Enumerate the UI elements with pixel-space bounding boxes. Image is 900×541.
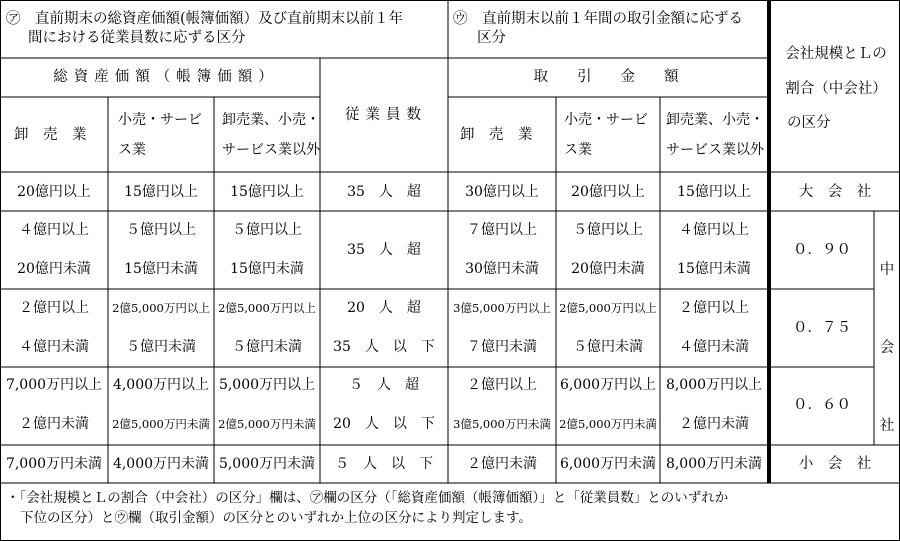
col-other-transactions-line1: 卸売業、小売・ (666, 112, 764, 128)
table-cell: 30億円以上 (465, 184, 539, 200)
table-cell: ２億円未満 (467, 456, 537, 472)
header-b-line1: ㋒ 直前期末以前１年間の取引金額に応ずる (453, 11, 743, 27)
note-line1: ・「会社規模とＬの割合（中会社）の区分」欄は、㋐欄の区分（「総資産価額（帳簿価額）」と「従業員数」とのいずれか (6, 490, 729, 506)
header-a-line1: ㋐ 直前期末の総資産価額(帳簿価額）及び直前期末以前１年 (6, 11, 404, 27)
table-cell: ２億円以上 (19, 300, 89, 316)
subheader-transactions: 取 引 金 額 (533, 69, 679, 85)
table-cell: 6,000万円以上 (559, 377, 657, 393)
table-cell: 5,000万円以上 (218, 377, 316, 393)
header-a-line2: 間における従業員数に応ずる区分 (28, 30, 246, 46)
table-cell: 15億円以上 (230, 184, 304, 200)
table-cell: 35 人 超 (347, 184, 421, 200)
table-cell: 3億5,000万円以上 (453, 301, 551, 315)
table-cell: ４億円未満 (679, 339, 749, 355)
col-retail-assets-line2: ス業 (118, 142, 146, 158)
table-cell: 4,000万円以上 (112, 377, 210, 393)
table-cell: 8,000万円以上 (665, 377, 763, 393)
table-cell: ５億円以上 (573, 222, 643, 238)
header-c-line2: 割合（中会社） (785, 81, 887, 97)
table-cell: ４億円未満 (19, 339, 89, 355)
table-cell: ５億円未満 (126, 339, 196, 355)
table-cell: 15億円未満 (230, 261, 304, 277)
header-c-line3: の区分 (787, 115, 831, 131)
subheader-assets: 総資産価額（帳簿価額） (53, 69, 279, 85)
table-cell: 8,000万円未満 (665, 456, 763, 472)
col-other-assets-line2: サービス業以外 (222, 142, 320, 158)
table-cell: 7,000万円未満 (5, 456, 103, 472)
table-cell: 20 人 以 下 (333, 416, 435, 432)
header-c-line1: 会社規模とＬの (785, 46, 887, 62)
table-cell: 7,000万円以上 (5, 377, 103, 393)
table-cell: ５億円以上 (232, 222, 302, 238)
class-medium-char-1: 中 (879, 262, 895, 278)
table-cell: ５ 人 超 (349, 377, 419, 393)
table-cell: 15億円未満 (677, 261, 751, 277)
note-line2: 下位の区分）と㋒欄（取引金額）の区分とのいずれか上位の区分により判定します。 (20, 510, 532, 526)
col-wholesale-assets: 卸 売 業 (14, 127, 87, 143)
table-cell: 20億円以上 (571, 184, 645, 200)
table-cell: 20億円以上 (17, 184, 91, 200)
table-cell: 2億5,000万円未満 (112, 417, 210, 431)
table-cell: 2億5,000万円以上 (112, 301, 210, 315)
double-separator (767, 0, 771, 483)
table-cell: ２億円未満 (19, 416, 89, 432)
table-cell: ５億円未満 (573, 339, 643, 355)
table-cell: 20 人 超 (347, 300, 421, 316)
col-retail-transactions-line1: 小売・サービ (564, 112, 648, 128)
table-cell: ７億円以上 (467, 222, 537, 238)
table-cell: 2億5,000万円未満 (218, 417, 316, 431)
class-large: 大 会 社 (798, 184, 872, 200)
table-cell: 2億5,000万円未満 (559, 417, 657, 431)
class-medium-char-3: 社 (879, 418, 895, 434)
table-cell: 15億円以上 (124, 184, 198, 200)
table-cell: 15億円以上 (677, 184, 751, 200)
table-cell: ５億円以上 (126, 222, 196, 238)
class-ratio-090: ０．９０ (793, 242, 851, 258)
table-cell: 2億5,000万円以上 (559, 301, 657, 315)
table-cell: 2億5,000万円以上 (218, 301, 316, 315)
table-cell: 15億円未満 (124, 261, 198, 277)
table-cell: ５ 人 以 下 (335, 456, 433, 472)
table-cell: 20億円未満 (571, 261, 645, 277)
class-medium-char-2: 会 (879, 340, 895, 356)
col-other-transactions-line2: サービス業以外 (666, 142, 764, 158)
table-cell: 3億5,000万円未満 (453, 417, 551, 431)
col-retail-transactions-line2: ス業 (564, 142, 592, 158)
table-cell: 5,000万円未満 (218, 456, 316, 472)
table-cell: 6,000万円未満 (559, 456, 657, 472)
col-wholesale-transactions: 卸 売 業 (460, 127, 533, 143)
table-cell: ７億円未満 (467, 339, 537, 355)
table-cell: 35 人 以 下 (333, 339, 435, 355)
table-cell: ２億円未満 (679, 416, 749, 432)
subheader-employees: 従業員数 (345, 107, 427, 123)
header-b-line2: 区分 (477, 30, 506, 46)
class-small: 小 会 社 (798, 456, 872, 472)
table-cell: ２億円以上 (467, 377, 537, 393)
table-cell: ２億円以上 (679, 300, 749, 316)
col-other-assets-line1: 卸売業、小売・ (222, 112, 320, 128)
table-cell: ５億円未満 (232, 339, 302, 355)
table-cell: ４億円以上 (679, 222, 749, 238)
class-ratio-075: ０．７５ (793, 320, 851, 336)
table-cell: ４億円以上 (19, 222, 89, 238)
table-cell: 4,000万円未満 (112, 456, 210, 472)
table-cell: 35 人 超 (347, 242, 421, 258)
class-ratio-060: ０．６０ (793, 397, 851, 413)
table-cell: 30億円未満 (465, 261, 539, 277)
table-cell: 20億円未満 (17, 261, 91, 277)
col-retail-assets-line1: 小売・サービ (118, 112, 202, 128)
